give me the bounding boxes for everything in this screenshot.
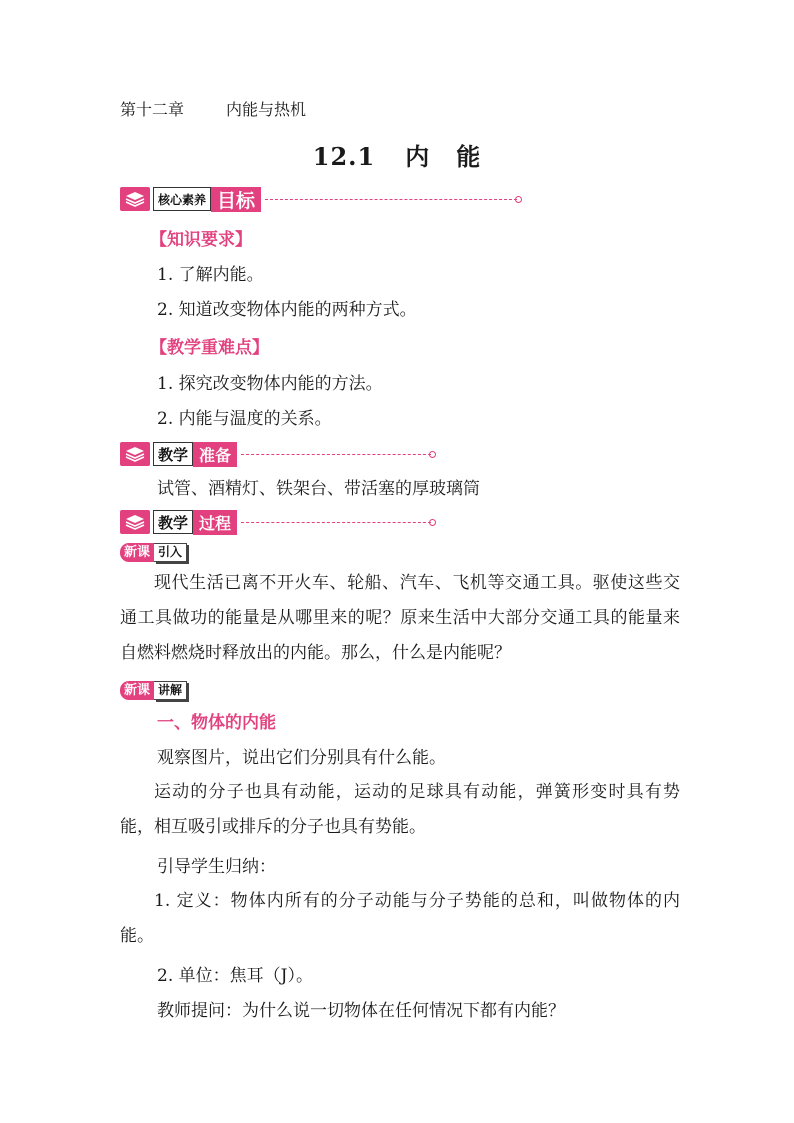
banner-divider bbox=[241, 522, 431, 523]
knowledge-item: 2. 知道改变物体内能的两种方式。 bbox=[157, 300, 417, 320]
lecture-tag-type: 讲解 bbox=[154, 681, 187, 700]
difficulty-item: 2. 内能与温度的关系。 bbox=[157, 409, 332, 429]
guide-text: 引导学生归纳： bbox=[157, 857, 276, 877]
knowledge-item: 1. 了解内能。 bbox=[157, 265, 264, 285]
difficulty-item: 1. 探究改变物体内能的方法。 bbox=[157, 374, 383, 394]
banner-divider bbox=[265, 199, 517, 200]
chapter-title: 内能与热机 bbox=[226, 100, 307, 119]
energy-paragraph: 运动的分子也具有动能，运动的足球具有动能，弹簧形变时具有势能，相互吸引或排斥的分子也具有势能。 bbox=[120, 782, 680, 837]
lecture-tag-label: 新课 bbox=[120, 681, 154, 700]
lecture-tag bbox=[120, 681, 187, 700]
banner-divider bbox=[241, 454, 431, 455]
process-banner-title: 过程 bbox=[193, 510, 237, 535]
process-banner bbox=[120, 509, 431, 535]
intro-tag bbox=[120, 543, 187, 562]
knowledge-heading: 【知识要求】 bbox=[150, 230, 252, 250]
prep-banner bbox=[120, 441, 431, 467]
unit-text: 2. 单位：焦耳（J）。 bbox=[157, 966, 313, 986]
goals-banner-label: 核心素养 bbox=[153, 187, 211, 211]
goals-banner-title: 目标 bbox=[211, 187, 261, 212]
definition-paragraph: 1. 定义：物体内所有的分子动能与分子势能的总和，叫做物体的内能。 bbox=[120, 891, 680, 946]
book-stack-icon bbox=[120, 510, 150, 534]
subheading: 一、物体的内能 bbox=[157, 713, 276, 733]
intro-paragraph: 现代生活已离不开火车、轮船、汽车、飞机等交通工具。驱使这些交通工具做功的能量是从哪里来的呢？原来生活中大部分交通工具的能量来自燃料燃烧时释放出的内能。那么，什么是内能呢？ bbox=[120, 573, 680, 663]
section-title-char-1: 内 bbox=[405, 142, 431, 171]
book-stack-icon bbox=[120, 187, 150, 211]
section-number: 12.1 bbox=[312, 142, 376, 171]
materials-text: 试管、酒精灯、铁架台、带活塞的厚玻璃筒 bbox=[157, 479, 480, 499]
book-stack-icon bbox=[120, 442, 150, 466]
question-text: 教师提问：为什么说一切物体在任何情况下都有内能？ bbox=[157, 1001, 565, 1021]
chapter-number: 第十二章 bbox=[120, 100, 185, 119]
observe-text: 观察图片，说出它们分别具有什么能。 bbox=[157, 748, 446, 768]
intro-tag-label: 新课 bbox=[120, 543, 154, 562]
process-banner-label: 教学 bbox=[153, 510, 193, 534]
goals-banner bbox=[120, 186, 517, 212]
intro-tag-type: 引入 bbox=[154, 543, 187, 562]
section-title bbox=[0, 137, 794, 172]
prep-banner-label: 教学 bbox=[153, 442, 193, 466]
chapter-heading bbox=[120, 97, 306, 120]
difficulty-heading: 【教学重难点】 bbox=[150, 338, 269, 358]
section-title-char-2: 能 bbox=[456, 142, 482, 171]
prep-banner-title: 准备 bbox=[193, 442, 237, 467]
